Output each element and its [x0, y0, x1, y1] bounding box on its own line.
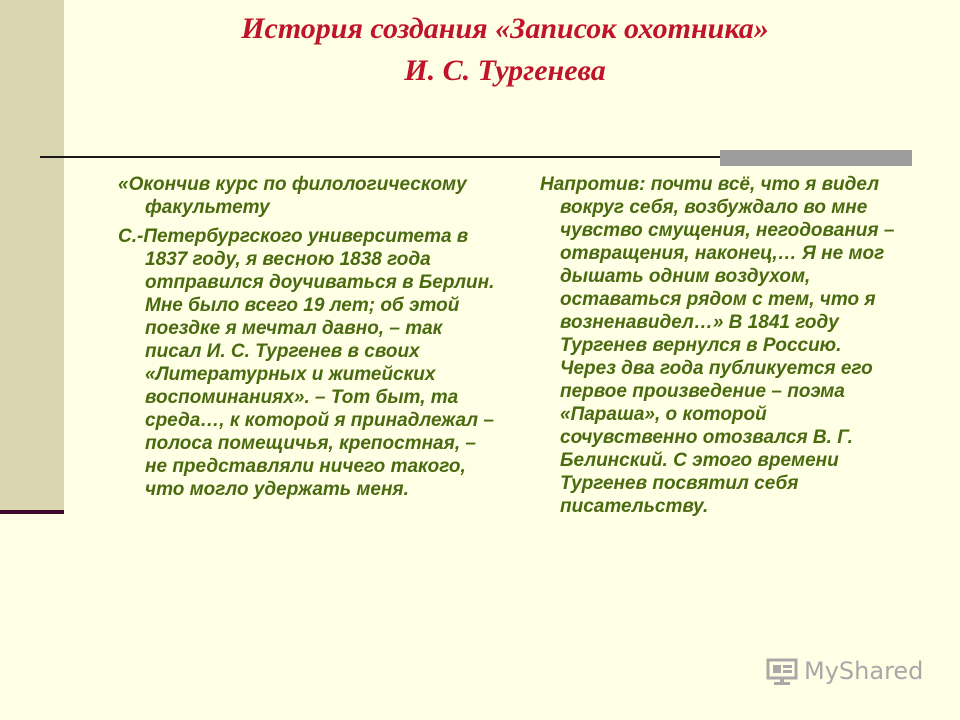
- left-decorative-band: [0, 0, 64, 512]
- left-paragraph-2: С.-Петербургского университета в 1837 году, я весною 1838 года отправился доучиваться в Берлин. Мне было всего 19 лет; об этой поездке я мечтал давно, – так писал И. С. Тургенев в своих «Литературных и житейских воспоминаниях». – Тот быт, та среда…, к которой я принадлежал – полоса помещичья, крепостная, – не представляли ничего такого, что могло удержать меня.: [118, 226, 495, 500]
- watermark: [766, 656, 923, 686]
- left-band-rule: [0, 510, 64, 514]
- left-paragraph-1: «Окончив курс по филологическому факультету: [118, 174, 467, 218]
- left-text-column: [118, 173, 500, 501]
- title-line-1: История создания «Записок охотника»: [241, 12, 769, 45]
- right-paragraph-1: Напротив: почти всё, что я видел вокруг себя, возбуждало во мне чувство смущения, негодования – отвращения, наконец,… Я не мог дышать одним воздухом, оставаться рядом с тем, что я возненавидел…» В 1841 году Тургенев вернулся в Россию. Через два года публикуется его первое произведение – поэма «Параша», о которой сочувственно отозвался В. Г. Белинский. С этого времени Тургенев посвятил себя писательству.: [540, 174, 895, 517]
- watermark-text: MyShared: [804, 657, 924, 685]
- right-text-column: [532, 173, 902, 518]
- slide-title: [70, 8, 940, 92]
- title-line-2: И. С. Тургенева: [404, 54, 606, 87]
- accent-bar: [720, 150, 912, 166]
- presentation-icon: [766, 656, 800, 686]
